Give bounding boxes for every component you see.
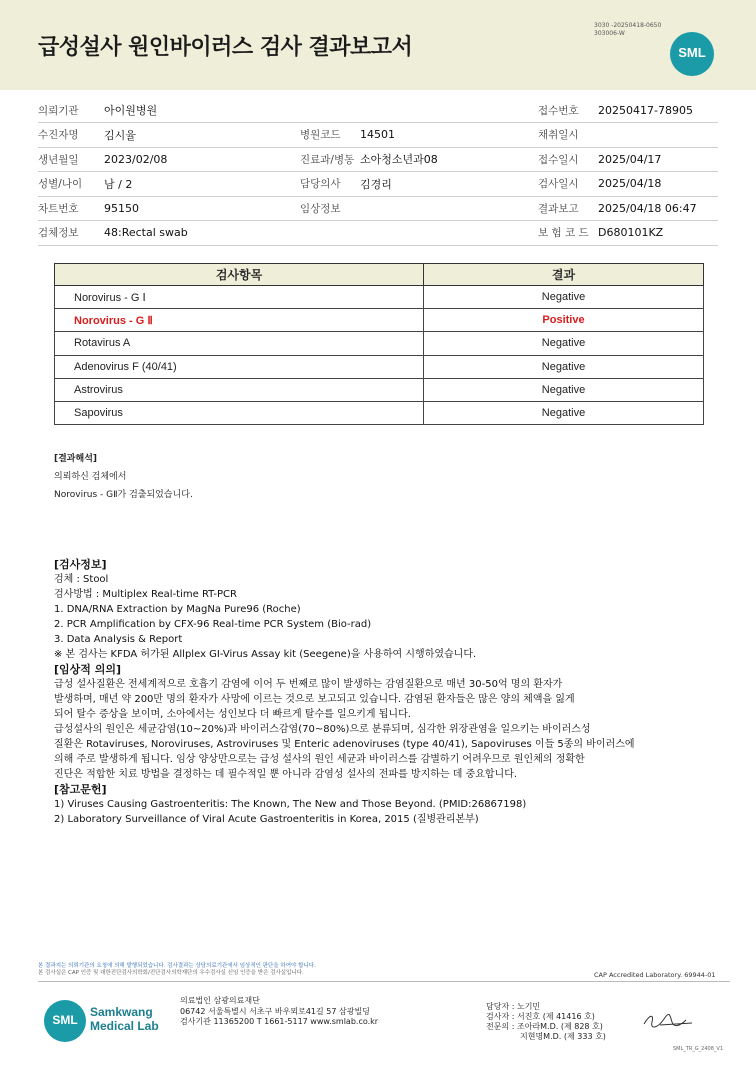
report-title: 급성설사 원인바이러스 검사 결과보고서 (38, 35, 413, 60)
signers-list (486, 1002, 606, 1042)
info-row (38, 98, 718, 123)
result-value: Negative (424, 332, 704, 355)
col-result-header: 결과 (424, 264, 704, 286)
dept-label: 진료과/병동 (300, 147, 360, 172)
report-value: 2025/04/18 06:47 (598, 196, 718, 221)
receipt-no-label: 접수번호 (538, 98, 598, 123)
report-label: 결과보고 (538, 196, 598, 221)
dob-value: 2023/02/08 (104, 147, 300, 172)
brand-line: Samkwang (90, 1005, 153, 1019)
insurance-label: 보 험 코 드 (538, 221, 598, 246)
result-value: Positive (424, 309, 704, 332)
result-item: Astrovirus (55, 378, 424, 401)
receipt-date-value: 2025/04/17 (598, 147, 718, 172)
interpretation-line: Norovirus - GⅡ가 검출되었습니다. (54, 490, 193, 500)
interpretation-section (54, 450, 193, 504)
info-row (38, 172, 718, 197)
receipt-date-label: 접수일시 (538, 147, 598, 172)
signer-line: 검사자 : 서진호 (제 41416 호) (486, 1012, 595, 1021)
sex-age-label: 성별/나이 (38, 172, 104, 197)
doctor-label: 담당의사 (300, 172, 360, 197)
info-row (38, 221, 718, 246)
col-item-header: 검사항목 (55, 264, 424, 286)
org-line: 검사기관 11365200 T 1661-5117 www.smlab.co.kr (180, 1017, 379, 1026)
result-value: Negative (424, 286, 704, 309)
reference-line: 2) Laboratory Surveillance of Viral Acute Gastroenteritis in Korea, 2015 (질병관리본부) (54, 814, 479, 825)
specimen-label: 검체정보 (38, 221, 104, 246)
cap-accreditation: CAP Accredited Laboratory. 69944-01 (594, 971, 716, 979)
clinical-line: 의해 주로 발생하게 됩니다. 임상 양상만으로는 급성 설사의 원인 세균과 바이러스를 감별하기 어려우므로 원인체의 정확한 (54, 754, 585, 765)
reference-heading: [참고문헌] (54, 783, 107, 796)
clinical-line: 질환은 Rotaviruses, Noroviruses, Astroviruses 및 Enteric adenoviruses (type 40/41), Sapoviruses 이들 5종의 바이러스에 (54, 739, 635, 750)
interpretation-line: 의뢰하신 검체에서 (54, 472, 127, 482)
result-item: Norovirus - G Ⅱ (55, 309, 424, 332)
detail-section (54, 557, 744, 827)
clinical-line: 발생하며, 매년 약 200만 명의 환자가 사망에 이르는 것으로 보고되고 있습니다. 감염된 환자들은 많은 양의 체액을 잃게 (54, 694, 575, 705)
dept-value: 소아청소년과08 (360, 147, 538, 172)
footer-divider (38, 981, 730, 982)
result-value: Negative (424, 355, 704, 378)
brand-name (90, 1005, 159, 1033)
footer-sml-logo (44, 1000, 86, 1042)
report-codes (594, 22, 661, 38)
result-item: Adenovirus F (40/41) (55, 355, 424, 378)
document-code: SML_TR_G_2408_V1 (673, 1046, 724, 1052)
footer-note-line: 본 검사실은 CAP 인증 및 대한진단검사의학회/진단검사의학재단의 우수검사실 신임 인증을 받은 검사실입니다. (38, 970, 304, 976)
hospital-code-value: 14501 (360, 123, 538, 148)
interpretation-heading: [결과해석] (54, 454, 98, 464)
test-info-line: 1. DNA/RNA Extraction by MagNa Pure96 (Roche) (54, 604, 301, 615)
table-row (55, 378, 704, 401)
results-table (54, 263, 704, 425)
collect-label: 채취일시 (538, 123, 598, 148)
org-line: 06742 서울특별시 서초구 바우뫼로41길 57 삼광빌딩 (180, 1006, 370, 1016)
table-row (55, 401, 704, 424)
insurance-value: D680101KZ (598, 221, 718, 246)
hospital-code-label: 병원코드 (300, 123, 360, 148)
signer-line: 전문의 : 조아라M.D. (제 828 호) (486, 1022, 603, 1031)
test-date-value: 2025/04/18 (598, 172, 718, 197)
patient-value: 김시율 (104, 123, 300, 148)
test-info-line: 3. Data Analysis & Report (54, 634, 183, 645)
doctor-value: 김경리 (360, 172, 538, 197)
clinical-line: 진단은 적합한 치료 방법을 결정하는 데 필수적일 뿐 아니라 감염성 설사의 전파를 방지하는 데 중요합니다. (54, 769, 518, 780)
table-row (55, 332, 704, 355)
sml-logo-text: SML (678, 45, 706, 60)
info-row (38, 123, 718, 148)
chart-value: 95150 (104, 196, 300, 221)
result-value: Negative (424, 401, 704, 424)
result-item: Rotavirus A (55, 332, 424, 355)
test-info-line: 검사방법 : Multiplex Real-time RT-PCR (54, 589, 237, 600)
request-org-label: 의뢰기관 (38, 98, 104, 123)
chart-label: 차트번호 (38, 196, 104, 221)
org-line: 의료법인 삼광의료재단 (180, 996, 260, 1005)
result-item: Sapovirus (55, 401, 424, 424)
brand-line: Medical Lab (90, 1019, 159, 1033)
test-info-line: 2. PCR Amplification by CFX-96 Real-time PCR System (Bio-rad) (54, 619, 372, 630)
clinical-line: 급성설사의 원인은 세균감염(10~20%)과 바이러스감염(70~80%)으로 분류되며, 심각한 위장관염을 일으키는 바이러스성 (54, 724, 591, 735)
footer-sml-logo-text: SML (52, 1013, 78, 1027)
signer-line: 담당자 : 노기민 (486, 1002, 541, 1011)
clinical-label: 임상정보 (300, 196, 360, 221)
patient-label: 수진자명 (38, 123, 104, 148)
clinical-line: 급성 설사질환은 전세계적으로 호흡기 감염에 이어 두 번째로 많이 발생하는 감염질환으로 매년 30-50억 명의 환자가 (54, 679, 563, 690)
footer-note-line: 본 결과지는 의뢰기관의 요청에 의해 발행되었습니다. 검사결과는 상담의료기관에서 임상적인 판단을 하여야 합니다. (38, 963, 316, 969)
table-row (55, 286, 704, 309)
table-row (55, 309, 704, 332)
dob-label: 생년월일 (38, 147, 104, 172)
receipt-no-value: 20250417-78905 (598, 98, 718, 123)
sex-age-value: 남 / 2 (104, 172, 300, 197)
test-info-heading: [검사정보] (54, 558, 107, 571)
code-line-2: 303006-W (594, 30, 625, 37)
test-date-label: 검사일시 (538, 172, 598, 197)
result-value: Negative (424, 378, 704, 401)
test-info-line: 검체 : Stool (54, 574, 109, 585)
specimen-value: 48:Rectal swab (104, 221, 300, 246)
patient-info-table (38, 98, 718, 246)
clinical-heading: [임상적 의의] (54, 663, 122, 676)
report-header (0, 0, 756, 90)
info-row (38, 196, 718, 221)
signer-line: 지현명M.D. (제 333 호) (520, 1032, 606, 1041)
request-org-value: 아이원병원 (104, 98, 300, 123)
result-item: Norovirus - G Ⅰ (55, 286, 424, 309)
table-row (55, 355, 704, 378)
clinical-value (360, 196, 538, 221)
reference-line: 1) Viruses Causing Gastroenteritis: The Known, The New and Those Beyond. (PMID:26867198) (54, 799, 527, 810)
collect-value (598, 123, 718, 148)
sml-logo (670, 32, 714, 76)
code-line-1: 3030 -20250418-0650 (594, 22, 662, 29)
test-info-line: ※ 본 검사는 KFDA 허가된 Allplex GI-Virus Assay kit (Seegene)을 사용하여 시행하였습니다. (54, 649, 477, 660)
clinical-line: 되어 탈수 증상을 보이며, 소아에서는 성인보다 더 빠르게 탈수를 일으키게 됩니다. (54, 709, 411, 720)
info-row (38, 147, 718, 172)
org-info (180, 996, 378, 1028)
signature-icon (640, 1010, 700, 1032)
results-header-row (55, 264, 704, 286)
